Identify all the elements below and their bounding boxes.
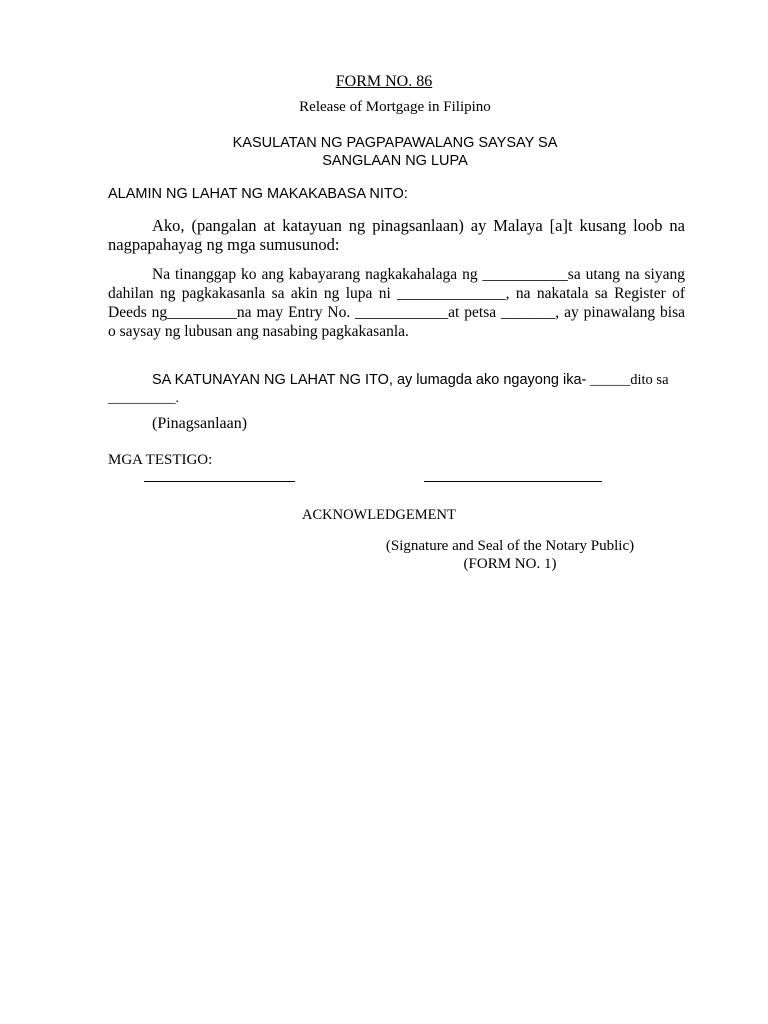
notary-block — [352, 537, 668, 573]
form-subtitle: Release of Mortgage in Filipino — [299, 99, 491, 115]
place-blank: __________. — [108, 390, 179, 405]
acknowledgement-heading: ACKNOWLEDGEMENT — [302, 507, 456, 523]
salutation: ALAMIN NG LAHAT NG MAKAKABASA NITO: — [108, 186, 408, 202]
attestation-text: SA KATUNAYAN NG LAHAT NG ITO, ay lumagda ako ngayong ika- — [152, 372, 587, 388]
witness-signature-line-2 — [424, 481, 602, 482]
paragraph-declaration: Ako, (pangalan at katayuan ng pinagsanlaan) ay Malaya [a]t kusang loob na nagpapahayag ng mga sumusunod: — [108, 216, 685, 254]
form-number: FORM NO. 86 — [335, 73, 433, 90]
notary-signature-label: (Signature and Seal of the Notary Public) — [385, 538, 635, 554]
witness-signature-line-1 — [144, 481, 295, 482]
attestation-dito: dito sa — [630, 372, 669, 388]
witness-label: MGA TESTIGO: — [108, 452, 213, 468]
signer-label: (Pinagsanlaan) — [152, 415, 248, 432]
notary-form-reference: (FORM NO. 1) — [463, 556, 557, 572]
paragraph-payment: Na tinanggap ko ang kabayarang nagkakahalaga ng ___________sa utang na siyang dahilan ng pagkakasanla sa akin ng lupa ni ______________, na nakatala sa Register of Deeds ng_________na may Entry No. ____________at petsa _______, ay pinawalang bisa o saysay ng lubusan ang nasabing pagkakasanla. — [108, 266, 685, 340]
heading-line-1: KASULATAN NG PAGPAPAWALANG SAYSAY SA — [232, 135, 558, 151]
heading-line-2: SANGLAAN NG LUPA — [322, 153, 468, 169]
document-heading — [0, 134, 768, 170]
paragraph-attestation — [108, 371, 698, 407]
day-blank: ______ — [586, 372, 631, 387]
